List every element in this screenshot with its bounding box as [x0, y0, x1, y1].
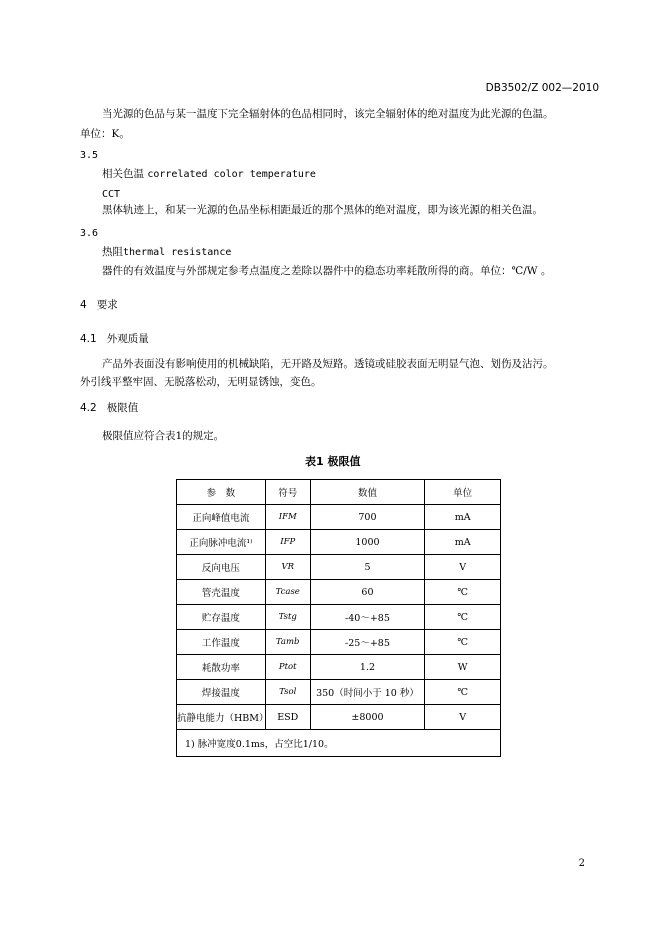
row-symbol: IFP [265, 530, 310, 555]
section-4-2-number: 4.2 [80, 402, 97, 414]
row-param: 抗静电能力（HBM） [177, 705, 266, 730]
table-header-row [177, 480, 501, 505]
row-value: -25～+85 [310, 630, 425, 655]
row-symbol: IFM [265, 505, 310, 530]
row-value: 1.2 [310, 655, 425, 680]
section-4-1-number: 4.1 [80, 333, 97, 345]
row-param: 反向电压 [177, 555, 266, 580]
row-unit: ℃ [425, 605, 501, 630]
row-symbol: Tamb [265, 630, 310, 655]
table-footnote: 1) 脉冲宽度0.1ms，占空比1/10。 [177, 730, 501, 757]
appearance-requirement-line2: 外引线平整牢固、无脱落松动，无明显锈蚀，变色。 [80, 376, 322, 388]
row-value: 60 [310, 580, 425, 605]
row-value: 350（时间小于 10 秒） [310, 680, 425, 705]
row-param: 焊接温度 [177, 680, 266, 705]
row-unit: V [425, 555, 501, 580]
table-row [177, 705, 501, 730]
term-cct-en: correlated color temperature [147, 169, 316, 180]
page-number: 2 [578, 858, 585, 869]
table-row [177, 505, 501, 530]
appearance-requirement-line1: 产品外表面没有影响使用的机械缺陷，无开路及短路。透镜或硅胶表面无明显气泡、划伤及沾污。 [102, 358, 554, 370]
row-symbol: Tstg [265, 605, 310, 630]
limits-reference-paragraph: 极限值应符合表1的规定。 [102, 430, 225, 442]
section-4-1-title: 外观质量 [106, 333, 149, 345]
row-unit: V [425, 705, 501, 730]
clause-number-3-6: 3.6 [80, 228, 99, 239]
row-symbol: Tsol [265, 680, 310, 705]
document-code: DB3502/Z 002—2010 [485, 82, 599, 94]
row-param: 工作温度 [177, 630, 266, 655]
table-caption: 表1 极限值 [305, 455, 361, 468]
clause-number-3-5: 3.5 [80, 150, 99, 161]
row-value: 700 [310, 505, 425, 530]
term-cct-abbreviation: CCT [102, 189, 121, 200]
row-unit: ℃ [425, 580, 501, 605]
limits-table [176, 479, 501, 757]
term-cct-heading [102, 164, 316, 185]
header-unit: 单位 [425, 480, 501, 505]
table-row [177, 605, 501, 630]
table-row [177, 530, 501, 555]
row-unit: ℃ [425, 680, 501, 705]
section-4-1-heading [80, 329, 149, 350]
section-4-2-title: 极限值 [106, 402, 139, 414]
row-param: 正向脉冲电流¹⁾ [177, 530, 266, 555]
row-symbol: Tcase [265, 580, 310, 605]
row-unit: mA [425, 505, 501, 530]
section-4-2-heading [80, 398, 138, 419]
row-param: 管壳温度 [177, 580, 266, 605]
row-symbol: VR [265, 555, 310, 580]
color-temperature-definition-line1: 当光源的色品与某一温度下完全辐射体的色品相同时，该完全辐射体的绝对温度为此光源的色温。 [102, 108, 554, 120]
term-thermal-resistance-definition: 器件的有效温度与外部规定参考点温度之差除以器件中的稳态功率耗散所得的商。单位：℃/W 。 [102, 265, 552, 277]
table-footnote-row [177, 730, 501, 757]
section-4-title: 要求 [96, 299, 118, 311]
term-cct-cn: 相关色温 [102, 168, 144, 180]
row-symbol: ESD [265, 705, 310, 730]
term-thermal-resistance-en: thermal resistance [123, 247, 232, 258]
row-unit: W [425, 655, 501, 680]
table-row [177, 555, 501, 580]
row-value: 1000 [310, 530, 425, 555]
header-symbol: 符号 [265, 480, 310, 505]
term-thermal-resistance-heading [102, 242, 231, 263]
table-row [177, 580, 501, 605]
term-cct-definition: 黑体轨迹上，和某一光源的色品坐标相距最近的那个黑体的绝对温度，即为该光源的相关色温。 [102, 204, 543, 216]
row-unit: mA [425, 530, 501, 555]
table-row [177, 655, 501, 680]
section-4-heading [80, 295, 118, 316]
table-row [177, 630, 501, 655]
row-value: 5 [310, 555, 425, 580]
row-symbol: Ptot [265, 655, 310, 680]
row-param: 耗散功率 [177, 655, 266, 680]
row-unit: ℃ [425, 630, 501, 655]
row-value: -40～+85 [310, 605, 425, 630]
section-4-number: 4 [80, 299, 87, 311]
table-row [177, 680, 501, 705]
row-value: ±8000 [310, 705, 425, 730]
row-param: 正向峰值电流 [177, 505, 266, 530]
color-temperature-definition-line2: 单位：K。 [80, 128, 130, 140]
header-parameter: 参 数 [177, 480, 266, 505]
header-value: 数值 [310, 480, 425, 505]
row-param: 贮存温度 [177, 605, 266, 630]
term-thermal-resistance-cn: 热阻 [102, 246, 123, 258]
